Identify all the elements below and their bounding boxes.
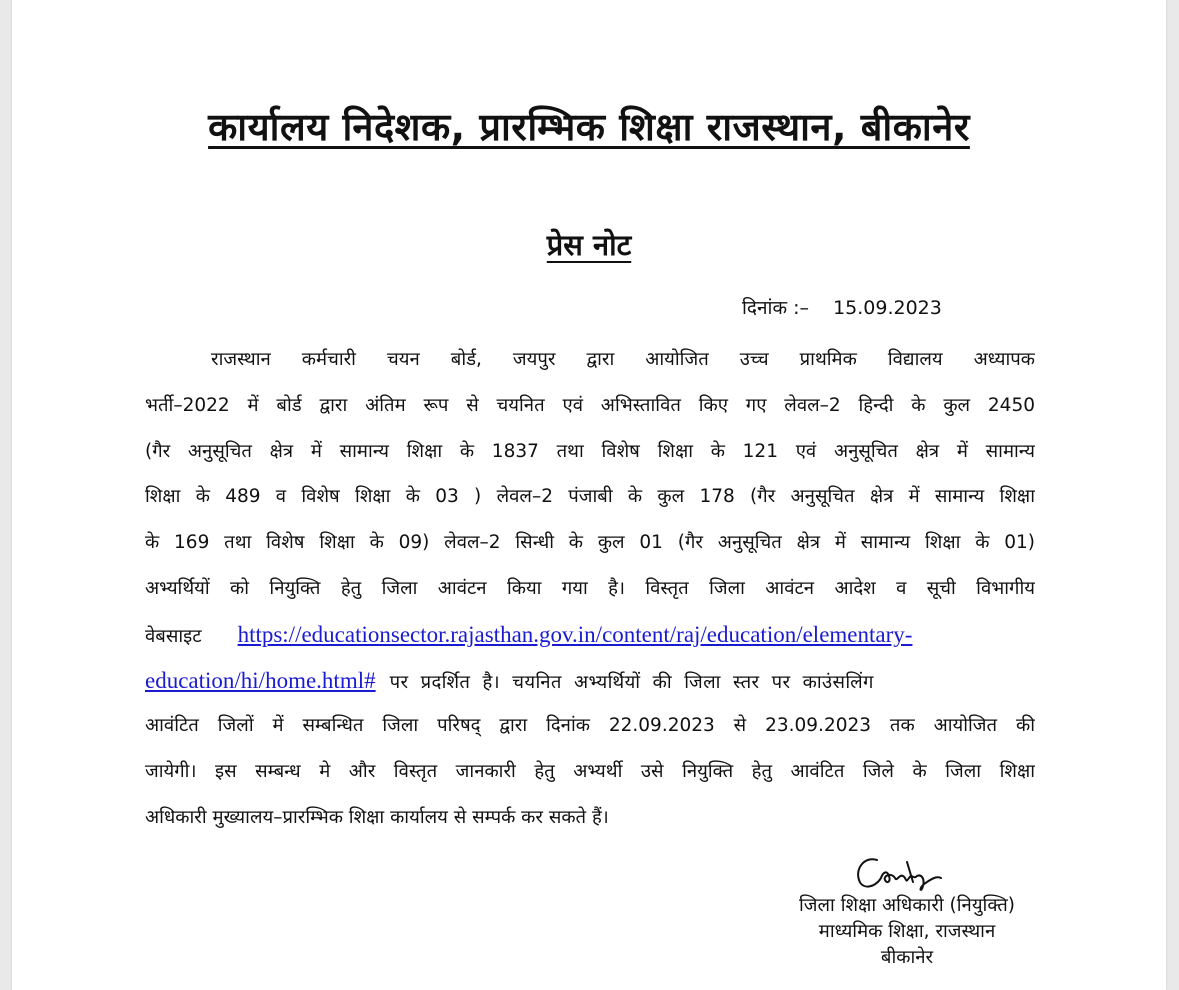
body-line: जायेगी। इस सम्बन्ध मे और विस्तृत जानकारी हेतु अभ्यर्थी उसे नियुक्ति हेतु आवंटित जिले के जिला शिक्षा [145,761,1035,783]
body-line: भर्ती–2022 में बोर्ड द्वारा अंतिम रूप से चयनित एवं अभिस्तावित किए गए लेवल–2 हिन्दी के कुल 2450 [145,394,1035,416]
body-line: राजस्थान कर्मचारी चयन बोर्ड, जयपुर द्वारा आयोजित उच्च प्राथमिक विद्यालय अध्यापक [211,349,1035,370]
document-page [12,0,1166,990]
body-line: के 169 तथा विशेष शिक्षा के 09) लेवल–2 सिन्धी के कुल 01 (गैर अनुसूचित क्षेत्र में सामान्य शिक्षा के 01) [145,532,1035,554]
website-label: वेबसाइट [145,625,202,647]
signatory-city: बीकानेर [880,947,934,968]
date-value: 15.09.2023 [833,297,942,319]
body-line: आवंटित जिलों में सम्बन्धित जिला परिषद् द्वारा दिनांक 22.09.2023 से 23.09.2023 तक आयोजित की [145,715,1035,737]
body-line: अभ्यर्थियों को नियुक्ति हेतु जिला आवंटन किया गया है। विस्तृत जिला आवंटन आदेश व सूची विभागीय [145,577,1035,599]
press-note-body [145,342,1035,846]
office-title [12,100,1166,152]
body-line: (गैर अनुसूचित क्षेत्र में सामान्य शिक्षा के 1837 तथा विशेष शिक्षा के 121 एवं अनुसूचित क्षेत्र में सामान्य [145,440,1035,462]
body-line: शिक्षा के 489 व विशेष शिक्षा के 03 ) लेवल–2 पंजाबी के कुल 178 (गैर अनुसूचित क्षेत्र में सामान्य शिक्षा [145,486,1035,508]
body-line-website-cont [145,663,1035,709]
website-link-continued[interactable]: education/hi/home.html# [145,667,376,693]
office-title-text: कार्यालय निदेशक, प्रारम्भिक शिक्षा राजस्थान, बीकानेर [208,105,970,149]
signatory-designation: जिला शिक्षा अधिकारी (नियुक्ति) [798,895,1016,916]
signature-block [732,893,1082,971]
signatory-department: माध्यमिक शिक्षा, राजस्थान [818,921,996,942]
date-label: दिनांक :– [742,297,810,319]
press-note-heading [12,225,1166,264]
date-line [742,294,942,320]
handwritten-signature [847,848,947,896]
press-note-text: प्रेस नोट [546,228,632,262]
body-line-website [145,617,1035,663]
body-line-text: पर प्रदर्शित है। चयनित अभ्यर्थियों की जिला स्तर पर काउंसलिंग [389,671,874,693]
website-link[interactable]: https://educationsector.rajasthan.gov.in/content/raj/education/elementary- [237,621,913,647]
body-line: अधिकारी मुख्यालय–प्रारम्भिक शिक्षा कार्यालय से सम्पर्क कर सकते हैं। [145,806,609,828]
